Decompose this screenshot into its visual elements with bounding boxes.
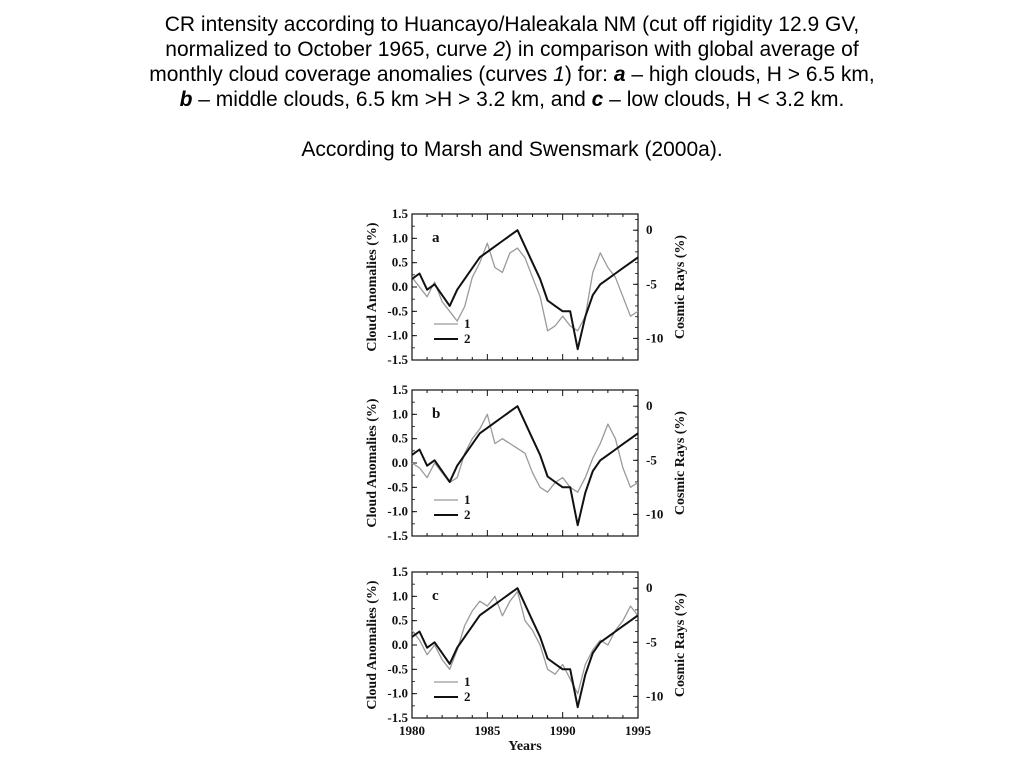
caption-curve-2-number: 2 [493,38,505,61]
x-axis-title: Years [508,739,542,754]
cloud-cosmic-ray-figure [350,202,690,768]
caption-text: ) in comparison with global average of [505,38,859,61]
caption-text: – middle clouds, 6.5 km >H > 3.2 km, and [192,88,592,111]
y-tick-label-left: 0.0 [391,637,408,652]
y-tick-label-left: -1.0 [387,327,408,343]
y-tick-label-right: -5 [646,276,657,292]
caption-line-1: CR intensity according to Huancayo/Haleakala NM (cut off rigidity 12.9 GV, [164,13,860,36]
caption-text: – low clouds, H < 3.2 km. [603,88,845,111]
y-axis-title-right: Cosmic Rays (%) [673,234,688,340]
caption-line-3 [0,62,1024,87]
caption-text: monthly cloud coverage anomalies (curves [149,63,554,86]
series-2-line [412,588,638,707]
series-2-line [412,230,638,349]
caption-curve-1-number: 1 [553,63,565,86]
y-tick-label-left: -1.0 [387,685,408,701]
x-tick-label: 1980 [399,723,425,738]
y-axis-title-right: Cosmic Rays (%) [673,410,688,516]
y-tick-label-left: -1.5 [387,352,408,367]
legend-label: 1 [464,674,471,689]
y-tick-label-left: 1.0 [391,406,408,422]
legend-label: 2 [464,689,471,704]
panel-label: a [432,230,440,246]
caption-line-4 [0,87,1024,112]
y-tick-label-left: 1.5 [391,382,408,397]
y-tick-label-left: 1.5 [391,564,408,579]
series-1-line [412,592,638,694]
y-tick-label-right: -10 [646,688,664,704]
panel-label: b [432,406,441,422]
caption-text: – high clouds, H > 6.5 km, [625,63,875,86]
y-tick-label-left: 0.0 [391,455,408,470]
legend-label: 1 [464,316,471,331]
caption-panel-c-letter: c [591,88,604,111]
caption-line-2 [0,37,1024,62]
y-tick-label-left: 1.5 [391,206,408,221]
legend-label: 1 [464,492,471,507]
y-tick-label-left: 0.0 [391,279,408,294]
caption-text: ) for: [564,63,614,86]
y-tick-label-left: -0.5 [387,303,408,319]
y-tick-label-left: 0.5 [391,612,408,628]
x-tick-label: 1995 [625,723,651,738]
y-tick-label-right: -5 [646,634,657,650]
y-tick-label-left: 0.5 [391,254,408,270]
legend-label: 2 [464,331,471,346]
caption-text: normalized to October 1965, curve [165,38,494,61]
y-tick-label-left: -0.5 [387,479,408,495]
series-2-line [412,406,638,525]
y-tick-label-left: 1.0 [391,230,408,246]
series-1-line [412,243,638,331]
y-tick-label-right: 0 [646,580,653,596]
y-tick-label-left: -0.5 [387,661,408,677]
y-tick-label-left: 0.5 [391,430,408,446]
y-tick-label-left: -1.5 [387,710,408,725]
y-axis-title-left: Cloud Anomalies (%) [365,398,380,528]
y-axis-title-left: Cloud Anomalies (%) [365,222,380,352]
y-axis-title-right: Cosmic Rays (%) [673,592,688,698]
series-1-line [412,414,638,492]
y-tick-label-right: -5 [646,452,657,468]
y-tick-label-left: -1.5 [387,528,408,543]
x-tick-label: 1990 [549,723,576,738]
caption-panel-b-letter: b [179,88,193,111]
x-tick-label: 1985 [474,723,501,738]
caption-source: According to Marsh and Swensmark (2000a). [301,138,723,161]
y-tick-label-left: -1.0 [387,503,408,519]
y-tick-label-left: 1.0 [391,588,408,604]
y-tick-label-right: 0 [646,222,653,238]
legend-label: 2 [464,507,471,522]
figure-caption [0,12,1024,162]
caption-panel-a-letter: a [613,63,626,86]
y-axis-title-left: Cloud Anomalies (%) [365,580,380,710]
y-tick-label-right: -10 [646,506,664,522]
panel-label: c [432,588,439,604]
y-tick-label-right: -10 [646,330,664,346]
y-tick-label-right: 0 [646,398,653,414]
